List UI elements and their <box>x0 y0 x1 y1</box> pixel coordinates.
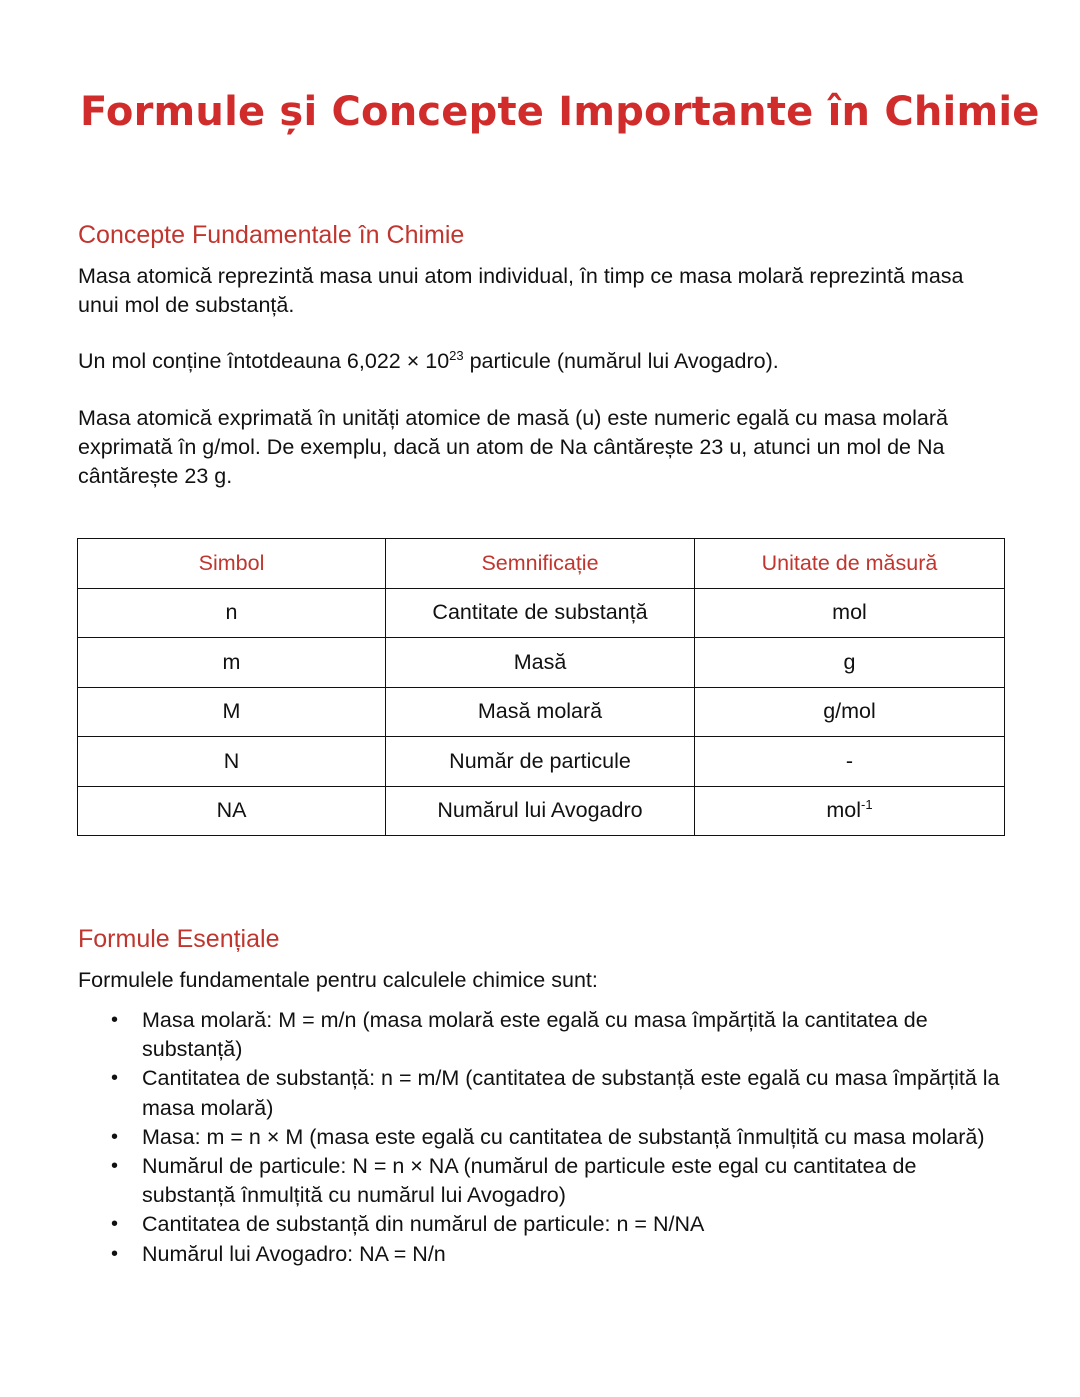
paragraph-mole-definition <box>78 347 1008 376</box>
list-item-text: Masa: m = n × M (masa este egală cu cantitatea de substanță înmulțită cu masa molară) <box>142 1124 985 1149</box>
list-item <box>105 1240 1010 1269</box>
formulas-intro: Formulele fundamentale pentru calculele chimice sunt: <box>78 968 598 992</box>
bullet-icon: • <box>111 1125 119 1148</box>
table-row <box>78 737 1005 787</box>
bullet-icon: • <box>111 1009 119 1031</box>
list-item <box>105 1123 1010 1152</box>
section-heading-concepts: Concepte Fundamentale în Chimie <box>78 221 465 249</box>
bullet-icon: • <box>111 1242 119 1265</box>
table-header-cell: Simbol <box>78 539 386 589</box>
list-item-text: Numărul lui Avogadro: NA = N/n <box>142 1241 446 1266</box>
table-cell-unit <box>695 786 1005 836</box>
table-header-cell: Unitate de măsură <box>695 539 1005 589</box>
table-row <box>78 588 1005 638</box>
mole-text-end: particule (numărul lui Avogadro). <box>463 349 779 373</box>
table-cell-symbol: N <box>78 737 386 787</box>
table-cell-meaning: Număr de particule <box>386 737 695 787</box>
list-item-text: Masa molară: M = m/n (masa molară este egală cu masa împărțită la cantitatea de substanță) <box>142 1008 928 1062</box>
table-row <box>78 786 1005 836</box>
list-item-text: Numărul de particule: N = n × NA (numărul de particule este egal cu cantitatea de substanță înmulțită cu numărul lui Avogadro) <box>142 1154 917 1208</box>
list-item <box>105 1064 1010 1122</box>
bullet-icon: • <box>111 1067 119 1090</box>
table-cell-symbol: M <box>78 687 386 737</box>
page-title: Formule și Concepte Importante în Chimie <box>80 89 1040 135</box>
avogadro-exponent: 23 <box>449 348 464 363</box>
symbols-table <box>77 538 1005 836</box>
table-cell-unit: mol <box>695 588 1005 638</box>
mole-text-start: Un mol conține întotdeauna 6,022 × 10 <box>78 349 450 373</box>
table-cell-unit: g <box>695 638 1005 688</box>
table-cell-meaning: Masă molară <box>386 687 695 737</box>
table-header-row <box>78 539 1005 589</box>
bullet-icon: • <box>111 1155 119 1178</box>
unit-base: mol <box>826 798 862 823</box>
list-item <box>105 1210 1010 1239</box>
unit-exponent: -1 <box>861 797 873 813</box>
section-heading-formulas: Formule Esențiale <box>78 925 280 953</box>
table-cell-unit: - <box>695 737 1005 787</box>
list-item <box>105 1006 1010 1064</box>
list-item-text: Cantitatea de substanță din numărul de particule: n = N/NA <box>142 1212 705 1237</box>
table-cell-meaning: Numărul lui Avogadro <box>386 786 695 836</box>
list-item-text: Cantitatea de substanță: n = m/M (cantitatea de substanță este egală cu masa împărțită la masa molară) <box>142 1066 1000 1120</box>
list-item <box>105 1152 1010 1210</box>
table-cell-symbol: m <box>78 638 386 688</box>
formula-list <box>105 1006 1010 1269</box>
paragraph-atomic-mass: Masa atomică reprezintă masa unui atom individual, în timp ce masa molară reprezintă masa unui mol de substanță. <box>78 264 964 317</box>
table-cell-symbol: n <box>78 588 386 638</box>
table-cell-symbol: NA <box>78 786 386 836</box>
table-cell-meaning: Masă <box>386 638 695 688</box>
table-cell-unit: g/mol <box>695 687 1005 737</box>
table-row <box>78 638 1005 688</box>
paragraph-atomic-molar-equivalence: Masa atomică exprimată în unități atomice de masă (u) este numeric egală cu masa molară exprimată în g/mol. De exemplu, dacă un atom de Na cântărește 23 u, atunci un mol de Na cântărește 23 g. <box>78 406 948 488</box>
bullet-icon: • <box>111 1213 119 1236</box>
table-header-cell: Semnificație <box>386 539 695 589</box>
table-row <box>78 687 1005 737</box>
table-cell-meaning: Cantitate de substanță <box>386 588 695 638</box>
